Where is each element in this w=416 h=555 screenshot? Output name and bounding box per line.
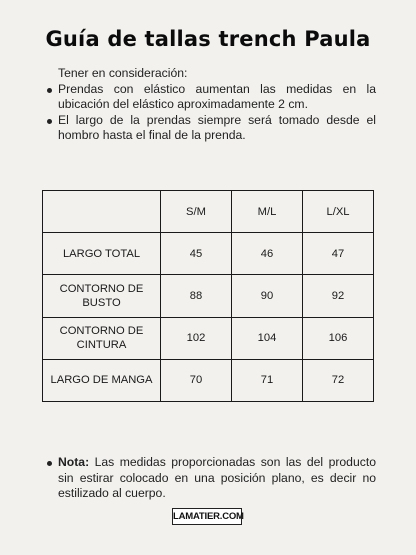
- row-value: 47: [303, 233, 374, 275]
- row-value: 72: [303, 359, 374, 401]
- row-value: 104: [232, 317, 303, 359]
- row-value: 102: [161, 317, 232, 359]
- intro-bullet-list: [46, 82, 376, 144]
- intro-bullet: El largo de la prendas siempre será tomado desde el hombro hasta el final de la prenda.: [46, 113, 376, 144]
- table-header-row: [43, 191, 374, 233]
- brand-logo: LAMATIER.COM: [172, 508, 242, 525]
- intro-lead: Tener en consideración:: [58, 66, 188, 80]
- header-cell-ml: M/L: [232, 191, 303, 233]
- row-value: 106: [303, 317, 374, 359]
- row-value: 46: [232, 233, 303, 275]
- row-value: 70: [161, 359, 232, 401]
- note-paragraph: [46, 455, 376, 502]
- table-row: [43, 359, 374, 401]
- note-text: Las medidas proporcionadas son las del producto sin estirar colocado en una posición plano, es decir no estilizado al cuerpo.: [58, 455, 376, 500]
- header-cell-lxl: L/XL: [303, 191, 374, 233]
- size-table: [42, 190, 374, 402]
- header-cell-empty: [43, 191, 161, 233]
- header-cell-sm: S/M: [161, 191, 232, 233]
- table-row: [43, 275, 374, 317]
- row-label: LARGO TOTAL: [43, 233, 161, 275]
- row-value: 90: [232, 275, 303, 317]
- row-value: 92: [303, 275, 374, 317]
- row-value: 45: [161, 233, 232, 275]
- table-row: [43, 317, 374, 359]
- row-label: CONTORNO DE CINTURA: [43, 317, 161, 359]
- intro-bullet: Prendas con elástico aumentan las medidas en la ubicación del elástico aproximadamente 2 cm.: [46, 82, 376, 113]
- note-label: Nota:: [58, 455, 90, 469]
- row-value: 71: [232, 359, 303, 401]
- row-value: 88: [161, 275, 232, 317]
- row-label: LARGO DE MANGA: [43, 359, 161, 401]
- page-title: Guía de tallas trench Paula: [45, 27, 371, 51]
- intro-section: [46, 66, 376, 144]
- row-label: CONTORNO DE BUSTO: [43, 275, 161, 317]
- table-row: [43, 233, 374, 275]
